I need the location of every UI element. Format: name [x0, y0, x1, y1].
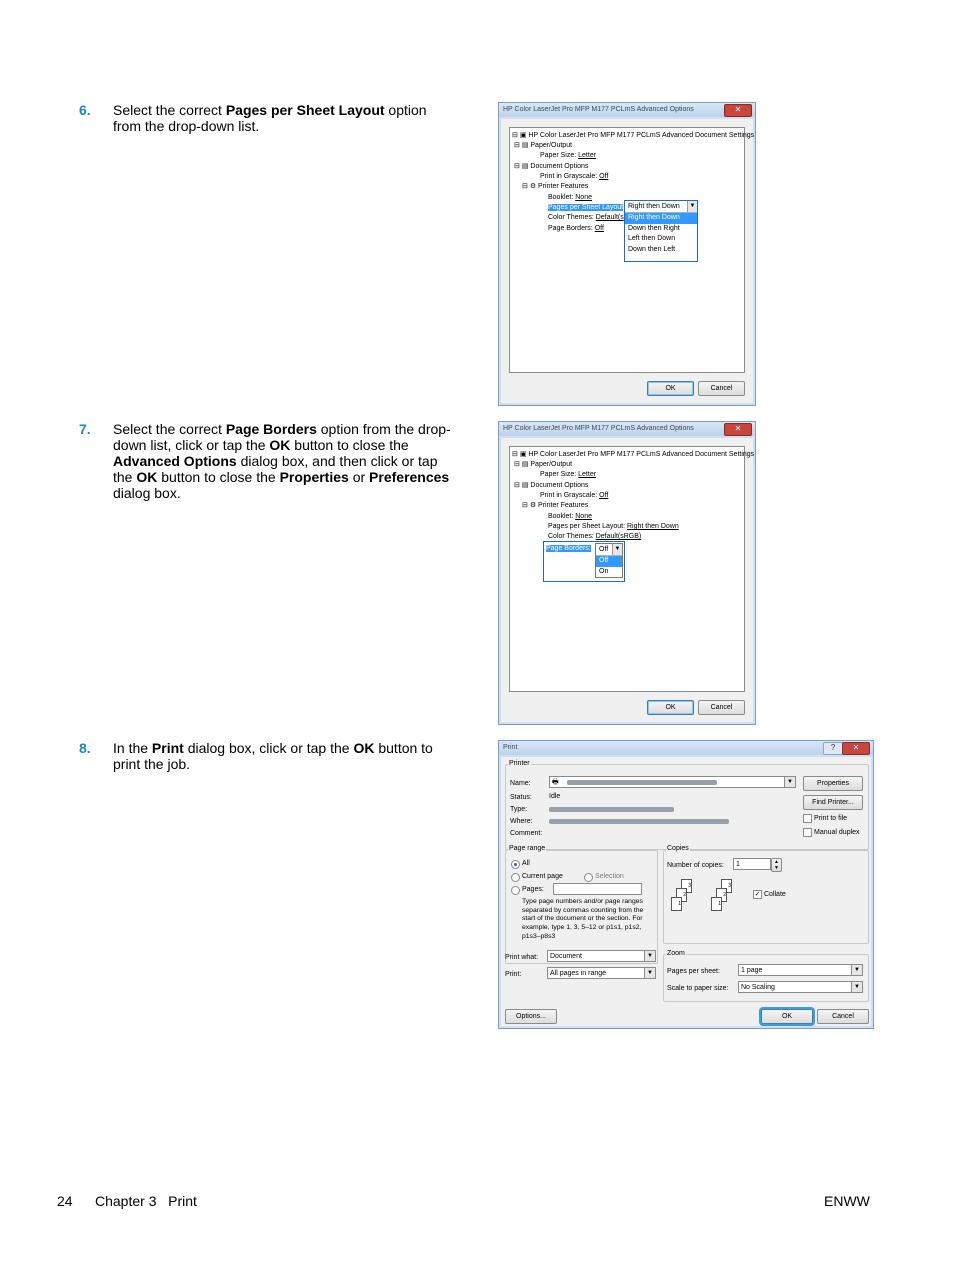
print-what-label: Print what: — [505, 954, 539, 961]
text-run: dialog box, click or tap the — [183, 740, 354, 756]
bold-term: OK — [269, 437, 291, 453]
page-icon: 2 — [676, 888, 687, 902]
status-value: Idle — [549, 793, 561, 800]
dialog-client — [501, 438, 753, 722]
bold-term: OK — [353, 740, 375, 756]
tree-root[interactable]: ⊟ ▣ HP Color LaserJet Pro MFP M177 PCLmS Advanced Document Settings — [512, 132, 755, 139]
folder-icon: ▤ — [521, 142, 529, 149]
page-icon: 2 — [716, 888, 727, 902]
chevron-down-icon[interactable]: ▼ — [644, 968, 655, 978]
name-label: Name: — [510, 780, 531, 787]
page-borders-dropdown[interactable] — [595, 543, 623, 578]
printer-icon: 🖶 — [552, 779, 559, 786]
print-range-select[interactable]: All pages in range ▼ — [547, 967, 656, 979]
dropdown-option[interactable]: Right then Down — [625, 213, 697, 224]
dropdown-option[interactable]: Down then Left — [628, 245, 676, 253]
tree-pages-per-sheet-layout[interactable]: Pages per Sheet Layout: Right then Down — [548, 523, 679, 530]
tree-page-borders[interactable]: Page Borders: Off — [548, 225, 604, 232]
ok-button[interactable]: OK — [761, 1009, 813, 1024]
gear-icon: ⚙ — [529, 183, 537, 190]
tree-printer-features[interactable]: ⊟ ⚙ Printer Features — [522, 183, 589, 190]
pages-hint: Type page numbers and/or page ranges separated by commas counting from the start of the document or the section. For example, type 1, 3, 5–12 or p1s1, p1s2, p1s3–p8s3 — [522, 898, 644, 940]
folder-icon: ▤ — [521, 461, 529, 468]
page-icon: 3 — [721, 879, 732, 893]
step-text — [113, 421, 453, 501]
manual-duplex-checkbox[interactable] — [803, 828, 812, 837]
text-run: Select the correct — [113, 421, 226, 437]
status-label: Status: — [510, 794, 532, 801]
tree-paper-size[interactable]: Paper Size: Letter — [540, 152, 597, 159]
advanced-options-dialog-2 — [498, 421, 756, 725]
all-label: All — [522, 860, 530, 867]
ok-button[interactable]: OK — [647, 700, 694, 715]
settings-tree — [509, 127, 755, 373]
tree-booklet[interactable]: Booklet: None — [548, 513, 592, 520]
properties-button[interactable]: Properties — [803, 776, 863, 791]
chevron-down-icon[interactable]: ▼ — [612, 544, 622, 555]
text-run: or — [348, 469, 370, 485]
title-bar — [499, 422, 755, 436]
number-of-copies-label: Number of copies: — [667, 862, 724, 869]
printer-icon: ▣ — [519, 451, 527, 458]
print-to-file-checkbox[interactable] — [803, 814, 812, 823]
settings-tree — [509, 446, 755, 692]
page-icon: 1 — [711, 897, 722, 911]
bold-term: Preferences — [369, 469, 450, 485]
cancel-button[interactable]: Cancel — [817, 1009, 869, 1024]
dropdown-option[interactable]: Off — [596, 556, 622, 567]
tree-printer-features[interactable]: ⊟ ⚙ Printer Features — [522, 502, 589, 509]
close-button[interactable]: ✕ — [842, 742, 870, 755]
collate-checkbox[interactable]: ✓ — [754, 891, 761, 898]
scale-label: Scale to paper size: — [667, 985, 729, 992]
tree-pages-per-sheet-layout[interactable]: Pages per Sheet Layout — [548, 204, 624, 211]
text-run: button to close the — [290, 437, 409, 453]
copies-spinner[interactable]: ▲ ▼ — [771, 858, 782, 872]
step-number: 8. — [79, 740, 91, 756]
pages-per-sheet-label: Pages per sheet: — [667, 968, 720, 975]
page-borders-dropdown-panel — [543, 541, 625, 582]
bold-term: Page Borders — [225, 421, 317, 437]
text-run: option from the drop-down list. — [113, 102, 427, 134]
printer-name-select[interactable] — [549, 776, 796, 788]
options-button[interactable]: Options... — [505, 1009, 557, 1024]
chevron-down-icon[interactable]: ▼ — [851, 982, 862, 992]
printer-group-label: Printer — [509, 760, 530, 767]
zoom-label: Zoom — [667, 950, 685, 957]
tree-document-options[interactable]: ⊟ ▤ Document Options — [514, 482, 589, 489]
page-number: 24 — [57, 1193, 73, 1209]
tree-print-grayscale[interactable]: Print in Grayscale: Off — [540, 173, 609, 180]
scale-select[interactable]: No Scaling ▼ — [738, 981, 863, 993]
close-button[interactable]: ✕ — [724, 423, 752, 436]
dialog-client — [501, 757, 871, 1026]
tree-document-options[interactable]: ⊟ ▤ Document Options — [514, 163, 589, 170]
bold-term: OK — [136, 469, 158, 485]
text-run: button to print the job. — [113, 740, 433, 772]
text-run: In the — [113, 740, 152, 756]
help-button[interactable]: ? — [823, 742, 843, 755]
print-dialog — [498, 740, 874, 1029]
collate-icon — [671, 879, 751, 914]
close-button[interactable]: ✕ — [724, 104, 752, 117]
dialog-client — [501, 119, 753, 403]
blurred-where-value — [549, 819, 729, 824]
step-text — [113, 102, 453, 134]
comment-label: Comment: — [510, 830, 543, 837]
page-icon: 3 — [681, 879, 692, 893]
tree-root[interactable]: ⊟ ▣ HP Color LaserJet Pro MFP M177 PCLmS Advanced Document Settings — [512, 451, 755, 458]
bold-term: Properties — [279, 469, 349, 485]
text-run: button to close the — [157, 469, 280, 485]
tree-print-grayscale[interactable]: Print in Grayscale: Off — [540, 492, 609, 499]
tree-paper-output[interactable]: ⊟ ▤ Paper/Output — [514, 142, 573, 149]
cancel-button[interactable]: Cancel — [698, 381, 745, 396]
chapter-label: Chapter 3 Print — [95, 1193, 197, 1209]
text-run: option from the drop-down list, click or tap the — [113, 421, 451, 453]
where-label: Where: — [510, 818, 533, 825]
selection-radio[interactable] — [584, 873, 593, 882]
copies-input[interactable]: 1 — [733, 858, 771, 870]
brand-label: ENWW — [824, 1193, 870, 1209]
text-run: dialog box, and then click or tap the — [113, 453, 438, 485]
step-text — [113, 740, 453, 772]
bold-term: Pages per Sheet Layout — [225, 102, 385, 118]
title-bar — [499, 103, 755, 117]
print-what-select[interactable]: Document ▼ — [547, 950, 656, 962]
dropdown-current[interactable]: Off — [596, 544, 622, 556]
print-label: Print: — [505, 971, 522, 978]
print-to-file-label: Print to file — [814, 815, 848, 822]
step-number: 6. — [79, 102, 91, 118]
copies-label: Copies — [667, 845, 689, 852]
pages-label: Pages: — [522, 886, 544, 893]
bold-term: Print — [151, 740, 184, 756]
blurred-printer-name — [567, 780, 717, 785]
zoom-group — [663, 954, 869, 1002]
manual-duplex-label: Manual duplex — [814, 829, 860, 836]
tree-paper-output[interactable]: ⊟ ▤ Paper/Output — [514, 461, 573, 468]
tree-paper-size[interactable]: Paper Size: Letter — [540, 471, 597, 478]
dropdown-option[interactable]: On — [599, 567, 609, 575]
type-label: Type: — [510, 806, 528, 813]
dropdown-option[interactable]: Left then Down — [628, 235, 676, 242]
folder-icon: ▤ — [521, 163, 529, 170]
tree-color-themes[interactable]: Color Themes: Default(sRGB) — [548, 533, 642, 540]
chevron-down-icon[interactable]: ▼ — [687, 201, 697, 212]
title-bar — [499, 741, 873, 755]
current-page-radio[interactable] — [511, 873, 520, 882]
folder-icon: ▤ — [521, 482, 529, 489]
pages-per-sheet-layout-dropdown[interactable] — [624, 200, 698, 262]
pages-per-sheet-select[interactable]: 1 page ▼ — [738, 964, 863, 976]
printer-icon: ▣ — [519, 132, 527, 139]
selection-label: Selection — [595, 873, 624, 880]
cancel-button[interactable]: Cancel — [698, 700, 745, 715]
dialog-title: HP Color LaserJet Pro MFP M177 PCLmS Advanced Options — [503, 425, 694, 432]
text-run: dialog box. — [113, 485, 181, 501]
chevron-down-icon[interactable]: ▼ — [784, 777, 795, 787]
ok-button[interactable]: OK — [647, 381, 694, 396]
gear-icon: ⚙ — [529, 502, 537, 509]
bold-term: Advanced Options — [113, 453, 237, 469]
tree-color-themes[interactable]: Color Themes: Default(s — [548, 214, 624, 221]
all-radio[interactable] — [511, 860, 520, 869]
step-number: 7. — [79, 421, 91, 437]
chevron-down-icon[interactable]: ▼ — [644, 951, 655, 961]
page-range-label: Page range — [509, 845, 546, 852]
find-printer-button[interactable]: Find Printer... — [803, 795, 863, 810]
advanced-options-dialog-1 — [498, 102, 756, 406]
tree-page-borders[interactable]: Page Borders: — [546, 545, 591, 552]
pages-radio[interactable] — [511, 886, 520, 895]
current-page-label: Current page — [522, 873, 563, 880]
dialog-title: HP Color LaserJet Pro MFP M177 PCLmS Advanced Options — [503, 106, 694, 113]
chevron-down-icon[interactable]: ▼ — [851, 965, 862, 975]
dropdown-option[interactable]: Down then Right — [628, 224, 680, 232]
blurred-type-value — [549, 807, 674, 812]
text-run: Select the correct — [113, 102, 226, 118]
dropdown-current[interactable]: Right then Down — [625, 201, 697, 213]
pages-input[interactable] — [553, 883, 642, 895]
dialog-title: Print — [503, 744, 518, 751]
tree-booklet[interactable]: Booklet: None — [548, 194, 592, 201]
page-icon: 1 — [671, 897, 682, 911]
collate-label: Collate — [764, 891, 786, 898]
